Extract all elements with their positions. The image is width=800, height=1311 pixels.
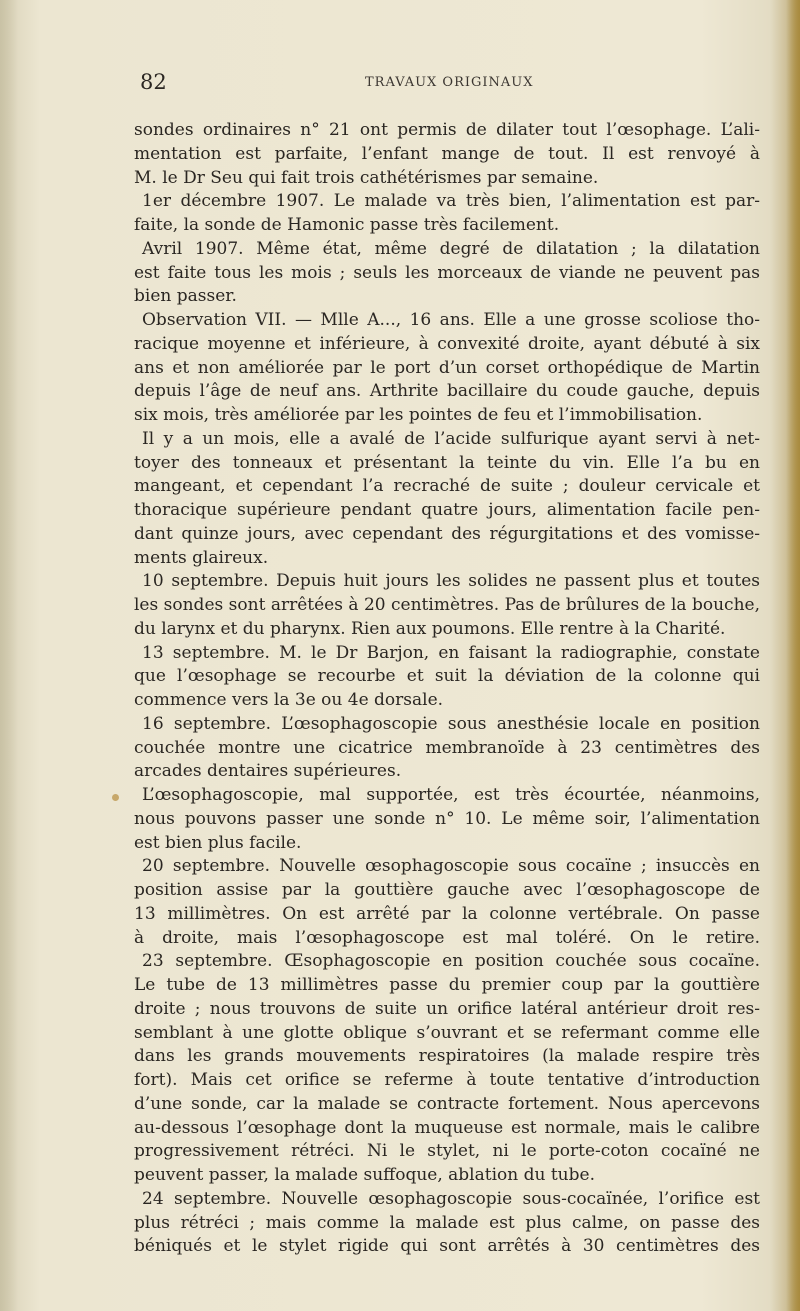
text-line: Il y a un mois, elle a avalé de l’acide sulfurique ayant servi à net- xyxy=(142,428,760,449)
text-line: ans et non améliorée par le port d’un corset orthopédique de Martin xyxy=(134,357,760,378)
text-line: faite, la sonde de Hamonic passe très facilement. xyxy=(134,215,560,235)
text-line: sondes ordinaires n° 21 ont permis de dilater tout l’œsophage. L’ali- xyxy=(134,120,760,140)
text-line: Avril 1907. Même état, même degré de dilatation ; la dilatation xyxy=(142,238,760,259)
text-line: L’œsophagoscopie, mal supportée, est très écourtée, néanmoins, xyxy=(142,785,760,805)
text-line: plus rétréci ; mais comme la malade est plus calme, on passe des xyxy=(134,1212,760,1233)
text-line: dans les grands mouvements respiratoires (la malade respire très xyxy=(134,1046,760,1067)
text-line: mangeant, et cependant l’a recraché de suite ; douleur cervicale et xyxy=(134,476,760,497)
running-title: TRAVAUX ORIGINAUX xyxy=(365,75,534,90)
text-line: depuis l’âge de neuf ans. Arthrite bacillaire du coude gauche, depuis xyxy=(134,381,760,402)
text-line: nous pouvons passer une sonde n° 10. Le même soir, l’alimentation xyxy=(134,808,760,829)
text-line: 16 septembre. L’œsophagoscopie sous anesthésie locale en position xyxy=(142,713,760,734)
text-line: que l’œsophage se recourbe et suit la déviation de la colonne qui xyxy=(134,666,760,687)
text-line: arcades dentaires supérieures. xyxy=(134,761,402,782)
text-line: béniqués et le stylet rigide qui sont arrêtés à 30 centimètres des xyxy=(134,1236,760,1257)
page-header xyxy=(140,70,760,100)
text-line: 23 septembre. Œsophagoscopie en position couchée sous cocaïne. xyxy=(142,951,760,972)
text-line: droite ; nous trouvons de suite un orifice latéral antérieur droit res- xyxy=(134,998,760,1019)
text-line: 10 septembre. Depuis huit jours les solides ne passent plus et toutes xyxy=(142,571,760,592)
page-gutter-shadow xyxy=(0,0,18,1311)
text-line: bien passer. xyxy=(134,286,237,307)
text-line: à droite, mais l’œsophagoscope est mal toléré. On le retire. xyxy=(134,927,760,948)
text-line: ments glaireux. xyxy=(134,547,269,568)
text-line: couchée montre une cicatrice membranoïde à 23 centimètres des xyxy=(134,737,760,758)
text-line: toyer des tonneaux et présentant la teinte du vin. Elle l’a bu en xyxy=(134,452,760,473)
text-line: six mois, très améliorée par les pointes de feu et l’immobilisation. xyxy=(134,405,703,425)
text-line: est bien plus facile. xyxy=(134,832,302,853)
text-line: thoracique supérieure pendant quatre jours, alimentation facile pen- xyxy=(134,500,760,520)
text-line: 13 millimètres. On est arrêté par la colonne vertébrale. On passe xyxy=(134,903,760,924)
text-line: fort). Mais cet orifice se referme à toute tentative d’introduction xyxy=(134,1070,760,1090)
text-line: racique moyenne et inférieure, à convexité droite, ayant débuté à six xyxy=(134,333,760,354)
text-line: est faite tous les mois ; seuls les morceaux de viande ne peuvent pas xyxy=(134,262,760,283)
text-line: Observation VII. — Mlle A..., 16 ans. Elle a une grosse scoliose tho- xyxy=(142,310,760,330)
text-line: du larynx et du pharynx. Rien aux poumons. Elle rentre à la Charité. xyxy=(134,618,726,639)
page-edge xyxy=(786,0,800,1311)
text-line: peuvent passer, la malade suffoque, ablation du tube. xyxy=(134,1165,595,1185)
body-text xyxy=(134,119,760,1259)
text-line: 13 septembre. M. le Dr Barjon, en faisant la radiographie, constate xyxy=(142,642,760,663)
text-line: progressivement rétréci. Ni le stylet, ni le porte-coton cocaïné ne xyxy=(134,1141,760,1162)
page-number: 82 xyxy=(140,70,167,94)
text-line: 1er décembre 1907. Le malade va très bien, l’alimentation est par- xyxy=(142,191,760,212)
text-line: au-dessous l’œsophage dont la muqueuse est normale, mais le calibre xyxy=(134,1117,760,1138)
text-line: les sondes sont arrêtées à 20 centimètres. Pas de brûlures de la bouche, xyxy=(134,595,760,615)
text-line: Le tube de 13 millimètres passe du premier coup par la gouttière xyxy=(134,975,760,995)
text-line: M. le Dr Seu qui fait trois cathétérismes par semaine. xyxy=(134,167,599,188)
text-line: 20 septembre. Nouvelle œsophagoscopie sous cocaïne ; insuccès en xyxy=(142,856,760,877)
text-line: 24 septembre. Nouvelle œsophagoscopie sous-cocaïnée, l’orifice est xyxy=(142,1188,760,1209)
text-line: semblant à une glotte oblique s’ouvrant et se refermant comme elle xyxy=(134,1022,760,1043)
text-line: mentation est parfaite, l’enfant mange de tout. Il est renvoyé à xyxy=(134,143,760,164)
text-line: position assise par la gouttière gauche avec l’œsophagoscope de xyxy=(134,880,760,900)
text-line: commence vers la 3e ou 4e dorsale. xyxy=(134,690,444,710)
text-line: d’une sonde, car la malade se contracte fortement. Nous apercevons xyxy=(134,1093,760,1114)
text-line: dant quinze jours, avec cependant des régurgitations et des vomisse- xyxy=(134,523,760,544)
margin-ink-dot xyxy=(112,794,119,801)
